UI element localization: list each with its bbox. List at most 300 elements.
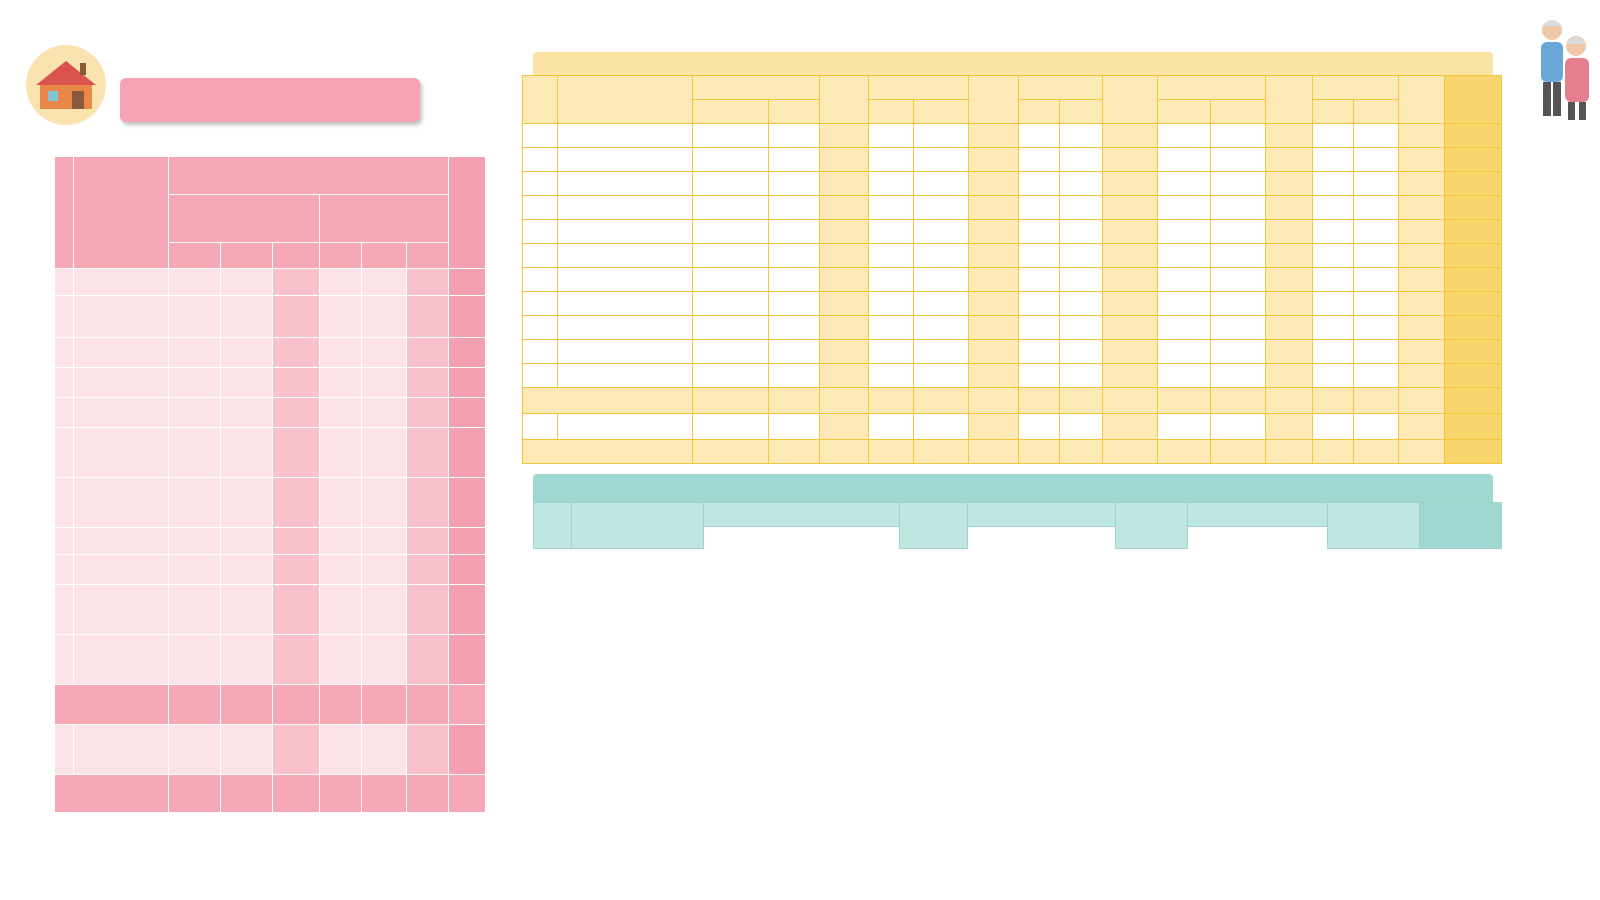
col-header-sum — [407, 243, 449, 269]
value-cell — [1313, 388, 1354, 414]
value-cell — [1157, 414, 1210, 440]
value-cell — [220, 725, 272, 775]
value-cell — [220, 428, 272, 478]
row-number — [55, 585, 74, 635]
table-row — [55, 269, 486, 296]
house-icon — [26, 45, 106, 125]
value-cell — [819, 364, 868, 388]
value-cell — [969, 340, 1018, 364]
value-cell — [272, 368, 320, 398]
value-cell — [220, 338, 272, 368]
value-cell — [1059, 316, 1102, 340]
col-header-no — [534, 503, 572, 549]
value-cell — [1399, 316, 1444, 340]
value-cell — [1266, 364, 1313, 388]
value-cell — [1313, 220, 1354, 244]
value-cell — [692, 292, 768, 316]
value-cell — [1018, 124, 1059, 148]
value-cell — [1102, 220, 1157, 244]
col-header-sum — [1328, 503, 1420, 549]
center-name — [73, 585, 168, 635]
value-cell — [969, 148, 1018, 172]
value-cell — [1399, 244, 1444, 268]
value-cell — [969, 440, 1018, 464]
value-cell — [1266, 388, 1313, 414]
value-cell — [1018, 220, 1059, 244]
value-cell — [1266, 244, 1313, 268]
row-total — [448, 296, 485, 338]
value-cell — [819, 172, 868, 196]
value-cell — [914, 292, 969, 316]
value-cell — [819, 414, 868, 440]
row-number — [523, 292, 558, 316]
row-total — [1444, 388, 1502, 414]
value-cell — [407, 296, 449, 338]
table-row — [55, 338, 486, 368]
value-cell — [1266, 414, 1313, 440]
value-cell — [320, 338, 361, 368]
value-cell — [819, 268, 868, 292]
elderly-couple-icon — [1532, 12, 1596, 124]
value-cell — [1354, 124, 1399, 148]
value-cell — [819, 440, 868, 464]
col-header-male — [320, 243, 361, 269]
value-cell — [1157, 268, 1210, 292]
row-number — [523, 364, 558, 388]
value-cell — [1211, 220, 1266, 244]
value-cell — [969, 268, 1018, 292]
row-total — [1444, 244, 1502, 268]
value-cell — [272, 478, 320, 528]
value-cell — [168, 555, 220, 585]
value-cell — [768, 340, 819, 364]
value-cell — [1102, 268, 1157, 292]
value-cell — [320, 528, 361, 555]
value-cell — [168, 725, 220, 775]
row-total — [1444, 440, 1502, 464]
table-row — [523, 268, 1502, 292]
center-name — [557, 196, 692, 220]
row-label — [55, 775, 169, 813]
value-cell — [272, 685, 320, 725]
value-cell — [320, 478, 361, 528]
value-cell — [969, 316, 1018, 340]
value-cell — [768, 124, 819, 148]
center-name — [73, 398, 168, 428]
col-header-female — [1354, 100, 1399, 124]
value-cell — [914, 414, 969, 440]
value-cell — [220, 585, 272, 635]
value-cell — [819, 292, 868, 316]
table-row — [55, 555, 486, 585]
value-cell — [1399, 172, 1444, 196]
value-cell — [1266, 268, 1313, 292]
value-cell — [1266, 292, 1313, 316]
value-cell — [1059, 220, 1102, 244]
value-cell — [768, 196, 819, 220]
value-cell — [1313, 292, 1354, 316]
value-cell — [1211, 292, 1266, 316]
col-header-female — [1211, 100, 1266, 124]
center-name — [73, 725, 168, 775]
value-cell — [361, 685, 407, 725]
value-cell — [819, 196, 868, 220]
value-cell — [320, 428, 361, 478]
value-cell — [869, 124, 914, 148]
value-cell — [768, 316, 819, 340]
row-total — [448, 428, 485, 478]
value-cell — [1102, 388, 1157, 414]
value-cell — [320, 368, 361, 398]
value-cell — [168, 428, 220, 478]
col-header-sum — [969, 76, 1018, 124]
value-cell — [1354, 440, 1399, 464]
value-cell — [220, 368, 272, 398]
value-cell — [1313, 148, 1354, 172]
value-cell — [819, 244, 868, 268]
table-row — [523, 196, 1502, 220]
value-cell — [692, 124, 768, 148]
value-cell — [1354, 196, 1399, 220]
center-name — [73, 338, 168, 368]
value-cell — [272, 398, 320, 428]
row-number — [55, 338, 74, 368]
row-label — [55, 685, 169, 725]
col-header-center — [557, 76, 692, 124]
value-cell — [272, 635, 320, 685]
value-cell — [407, 725, 449, 775]
value-cell — [1399, 220, 1444, 244]
col-header-general — [168, 195, 319, 243]
value-cell — [1018, 244, 1059, 268]
value-cell — [914, 440, 969, 464]
value-cell — [1059, 244, 1102, 268]
value-cell — [969, 292, 1018, 316]
value-cell — [1157, 388, 1210, 414]
value-cell — [1059, 172, 1102, 196]
value-cell — [1059, 440, 1102, 464]
value-cell — [168, 635, 220, 685]
value-cell — [168, 478, 220, 528]
value-cell — [819, 124, 868, 148]
value-cell — [407, 478, 449, 528]
center-name — [73, 478, 168, 528]
value-cell — [1211, 196, 1266, 220]
value-cell — [819, 148, 868, 172]
table-row — [523, 414, 1502, 440]
value-cell — [1211, 440, 1266, 464]
value-cell — [819, 340, 868, 364]
value-cell — [692, 414, 768, 440]
value-cell — [361, 398, 407, 428]
value-cell — [272, 555, 320, 585]
table-row — [55, 398, 486, 428]
value-cell — [361, 555, 407, 585]
value-cell — [168, 398, 220, 428]
value-cell — [1313, 268, 1354, 292]
value-cell — [407, 428, 449, 478]
value-cell — [1399, 292, 1444, 316]
value-cell — [692, 220, 768, 244]
value-cell — [1157, 148, 1210, 172]
value-cell — [320, 555, 361, 585]
value-cell — [869, 220, 914, 244]
value-cell — [1399, 388, 1444, 414]
value-cell — [1313, 316, 1354, 340]
value-cell — [1102, 148, 1157, 172]
value-cell — [1157, 244, 1210, 268]
value-cell — [1399, 148, 1444, 172]
value-cell — [220, 528, 272, 555]
value-cell — [361, 775, 407, 813]
row-total — [1444, 268, 1502, 292]
table-row — [523, 340, 1502, 364]
value-cell — [407, 269, 449, 296]
value-cell — [1313, 244, 1354, 268]
col-header-100 — [1313, 76, 1399, 100]
center-name — [557, 268, 692, 292]
value-cell — [168, 338, 220, 368]
value-cell — [1018, 364, 1059, 388]
value-cell — [692, 172, 768, 196]
center-name — [557, 414, 692, 440]
value-cell — [1399, 414, 1444, 440]
value-cell — [220, 555, 272, 585]
col-header-male — [1018, 100, 1059, 124]
row-number — [55, 478, 74, 528]
row-number — [55, 296, 74, 338]
table-row — [523, 244, 1502, 268]
col-header-90 — [1157, 76, 1266, 100]
value-cell — [1102, 124, 1157, 148]
value-cell — [1059, 148, 1102, 172]
row-number — [523, 220, 558, 244]
value-cell — [1157, 440, 1210, 464]
table-row — [523, 316, 1502, 340]
center-name — [557, 220, 692, 244]
value-cell — [361, 296, 407, 338]
col-header-total — [1444, 76, 1502, 124]
value-cell — [914, 244, 969, 268]
value-cell — [869, 196, 914, 220]
value-cell — [1354, 414, 1399, 440]
col-header-female — [914, 100, 969, 124]
value-cell — [1399, 440, 1444, 464]
row-total — [1444, 292, 1502, 316]
value-cell — [320, 296, 361, 338]
value-cell — [220, 635, 272, 685]
value-cell — [272, 585, 320, 635]
row-total — [448, 528, 485, 555]
row-number — [523, 148, 558, 172]
table-row — [55, 296, 486, 338]
col-header-group-b — [968, 503, 1116, 527]
value-cell — [1102, 440, 1157, 464]
value-cell — [1399, 340, 1444, 364]
center-name — [557, 340, 692, 364]
row-number — [55, 368, 74, 398]
value-cell — [1102, 292, 1157, 316]
value-cell — [768, 148, 819, 172]
elderly-count-table — [54, 156, 486, 813]
table-row — [55, 635, 486, 685]
value-cell — [869, 268, 914, 292]
col-header-male — [1157, 100, 1210, 124]
value-cell — [768, 220, 819, 244]
row-total — [1444, 172, 1502, 196]
row-number — [523, 316, 558, 340]
value-cell — [272, 269, 320, 296]
center-name — [557, 364, 692, 388]
value-cell — [914, 364, 969, 388]
value-cell — [1313, 414, 1354, 440]
age-group-table — [522, 75, 1502, 464]
value-cell — [407, 585, 449, 635]
value-cell — [361, 635, 407, 685]
center-name — [557, 148, 692, 172]
row-total — [1444, 220, 1502, 244]
table-row — [523, 440, 1502, 464]
value-cell — [407, 368, 449, 398]
value-cell — [768, 268, 819, 292]
center-name — [73, 269, 168, 296]
value-cell — [914, 172, 969, 196]
value-cell — [320, 775, 361, 813]
value-cell — [1157, 340, 1210, 364]
col-header-female — [220, 243, 272, 269]
value-cell — [1157, 196, 1210, 220]
value-cell — [1157, 292, 1210, 316]
value-cell — [1018, 440, 1059, 464]
col-header-group-a — [704, 503, 900, 527]
value-cell — [1211, 340, 1266, 364]
value-cell — [1266, 340, 1313, 364]
col-header-80 — [1018, 76, 1102, 100]
center-name — [557, 124, 692, 148]
value-cell — [168, 585, 220, 635]
value-cell — [768, 388, 819, 414]
value-cell — [768, 364, 819, 388]
col-header-total — [448, 157, 485, 269]
potential-banner — [533, 474, 1493, 502]
value-cell — [1211, 172, 1266, 196]
value-cell — [969, 414, 1018, 440]
value-cell — [1354, 292, 1399, 316]
row-total — [1444, 364, 1502, 388]
value-cell — [969, 196, 1018, 220]
col-header-male — [168, 243, 220, 269]
value-cell — [361, 725, 407, 775]
table-row — [523, 124, 1502, 148]
value-cell — [819, 220, 868, 244]
table-row — [55, 585, 486, 635]
value-cell — [1266, 148, 1313, 172]
value-cell — [1399, 268, 1444, 292]
center-name — [557, 172, 692, 196]
table-row — [55, 725, 486, 775]
value-cell — [914, 148, 969, 172]
value-cell — [692, 196, 768, 220]
value-cell — [1018, 268, 1059, 292]
col-header-sum — [819, 76, 868, 124]
value-cell — [914, 388, 969, 414]
value-cell — [1211, 244, 1266, 268]
value-cell — [819, 316, 868, 340]
row-total — [1444, 414, 1502, 440]
col-header-male — [869, 100, 914, 124]
value-cell — [869, 388, 914, 414]
value-cell — [320, 398, 361, 428]
value-cell — [1018, 196, 1059, 220]
value-cell — [220, 269, 272, 296]
value-cell — [1018, 388, 1059, 414]
row-total — [448, 478, 485, 528]
col-header-female — [768, 100, 819, 124]
value-cell — [1102, 414, 1157, 440]
value-cell — [168, 269, 220, 296]
value-cell — [1059, 124, 1102, 148]
row-number — [55, 528, 74, 555]
value-cell — [361, 338, 407, 368]
value-cell — [1059, 196, 1102, 220]
value-cell — [320, 725, 361, 775]
value-cell — [969, 364, 1018, 388]
value-cell — [1354, 364, 1399, 388]
value-cell — [1018, 172, 1059, 196]
value-cell — [692, 440, 768, 464]
value-cell — [768, 292, 819, 316]
value-cell — [1018, 414, 1059, 440]
value-cell — [1354, 148, 1399, 172]
value-cell — [869, 364, 914, 388]
table-row — [55, 428, 486, 478]
value-cell — [692, 364, 768, 388]
row-total — [448, 555, 485, 585]
row-total — [448, 338, 485, 368]
value-cell — [969, 220, 1018, 244]
value-cell — [1157, 124, 1210, 148]
value-cell — [969, 244, 1018, 268]
value-cell — [272, 338, 320, 368]
row-label — [523, 440, 693, 464]
row-total — [1444, 124, 1502, 148]
value-cell — [969, 172, 1018, 196]
row-total — [1444, 196, 1502, 220]
value-cell — [1313, 172, 1354, 196]
col-header-paid — [320, 195, 449, 243]
value-cell — [914, 340, 969, 364]
row-total — [1444, 148, 1502, 172]
col-header-sum — [1266, 76, 1313, 124]
value-cell — [1211, 268, 1266, 292]
value-cell — [1399, 364, 1444, 388]
center-name — [73, 528, 168, 555]
value-cell — [1059, 364, 1102, 388]
value-cell — [407, 555, 449, 585]
value-cell — [320, 269, 361, 296]
value-cell — [361, 585, 407, 635]
value-cell — [220, 478, 272, 528]
row-total — [448, 725, 485, 775]
value-cell — [1211, 148, 1266, 172]
value-cell — [220, 398, 272, 428]
value-cell — [1313, 340, 1354, 364]
value-cell — [1157, 316, 1210, 340]
value-cell — [1354, 388, 1399, 414]
value-cell — [361, 428, 407, 478]
row-number — [55, 269, 74, 296]
value-cell — [320, 635, 361, 685]
